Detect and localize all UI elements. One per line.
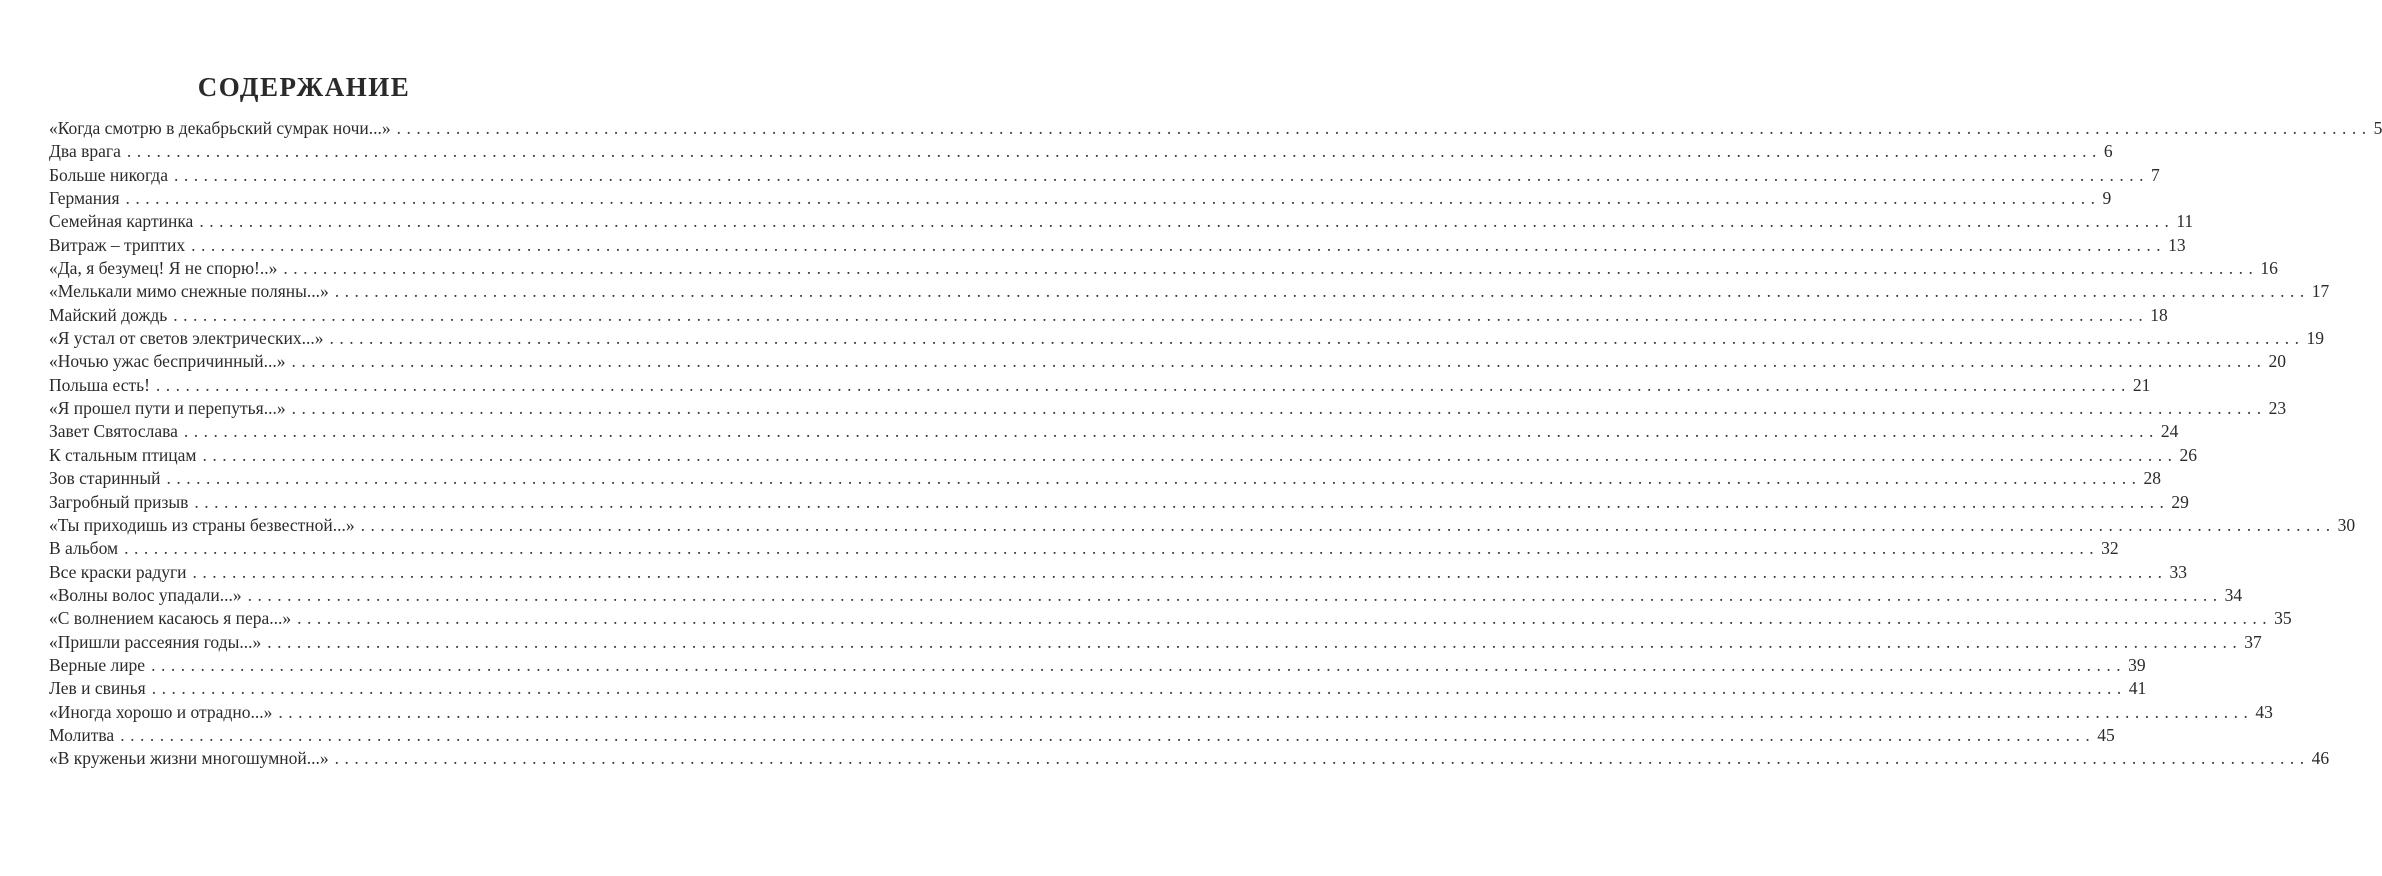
toc-entry [49,280,2330,303]
toc-entry [49,187,2112,210]
toc-page-number: 11 [2176,211,2194,232]
toc-dot-leader: ........................................................................................................................................................................................................ [155,374,2131,395]
toc-dot-leader: ........................................................................................................................................................................................................ [396,118,2372,138]
toc-page-number: 21 [2132,374,2151,395]
toc-entry-title: Польша есть! [49,374,150,395]
toc-page-number: 24 [2160,421,2179,442]
toc-entry [49,631,2262,654]
toc-dot-leader: ........................................................................................................................................................................................................ [297,608,2273,629]
toc-dot-leader: ........................................................................................................................................................................................................ [202,444,2178,465]
toc-page-number: 41 [2128,678,2147,699]
toc-dot-leader: ........................................................................................................................................................................................................ [291,351,2267,372]
toc-page-number: 29 [2171,491,2189,512]
toc-title: СОДЕРЖАНИЕ [197,72,411,102]
toc-entry [49,467,2162,490]
toc-entry [49,561,2188,584]
toc-entry-title: Все краски радуги [49,561,187,582]
toc-dot-leader: ........................................................................................................................................................................................................ [151,678,2127,699]
toc-page-number: 32 [2101,538,2119,559]
toc-page-number: 18 [2150,304,2168,325]
toc-dot-leader: ........................................................................................................................................................................................................ [278,701,2254,722]
toc-entry [49,304,2168,327]
toc-entry-title: К стальным птицам [49,444,197,465]
toc-entry-title: «Пришли рассеяния годы...» [49,631,262,652]
toc-dot-leader: ........................................................................................................................................................................................................ [173,164,2149,185]
toc-entry-title: Два врага [49,141,121,162]
toc-entry-title: «Мелькали мимо снежные поляны...» [49,281,329,302]
toc-entry-title: Верные лире [49,654,146,675]
toc-entry-title: «Когда смотрю в декабрьский сумрак ночи...» [49,118,391,138]
toc-entry-title: «С волнением касаюсь я пера...» [49,608,292,629]
toc-entry [49,584,2243,607]
toc-entry-title: Витраж – триптих [49,234,186,255]
toc-dot-leader: ........................................................................................................................................................................................................ [183,421,2159,442]
toc-page-number: 45 [2097,724,2115,745]
toc-dot-leader: ........................................................................................................................................................................................................ [124,538,2100,559]
toc-dot-leader: ........................................................................................................................................................................................................ [291,398,2267,419]
toc-entry [49,724,2115,747]
toc-dot-leader: ........................................................................................................................................................................................................ [126,141,2102,162]
toc-page-number: 7 [2150,164,2160,185]
toc-page-number: 34 [2224,584,2243,605]
toc-dot-leader: ........................................................................................................................................................................................................ [173,304,2149,325]
toc-page-number: 39 [2128,654,2146,675]
toc-dot-leader: ........................................................................................................................................................................................................ [329,328,2305,349]
toc-entry-title: «В круженьи жизни многошумной...» [49,748,329,769]
toc-dot-leader: ........................................................................................................................................................................................................ [194,491,2170,512]
toc-dot-leader: ........................................................................................................................................................................................................ [199,211,2175,232]
toc-page-number: 19 [2306,328,2324,349]
toc-page-number: 17 [2311,281,2330,302]
toc-entry-title: «Я прошел пути и перепутья...» [49,398,286,419]
toc-entry [49,397,2287,420]
toc-entry-title: Лев и свинья [49,678,146,699]
toc-entry-title: «Ты приходишь из страны безвестной...» [49,514,355,535]
toc-entry [49,117,2382,140]
toc-entry [49,701,2273,724]
toc-page-number: 13 [2168,234,2186,255]
toc-entry [49,444,2197,467]
toc-entry [49,140,2113,163]
toc-entry [49,327,2324,350]
toc-page-number: 6 [2103,141,2113,162]
toc-dot-leader: ........................................................................................................................................................................................................ [120,724,2096,745]
toc-entry [49,514,2356,537]
toc-entry-title: «Волны волос упадали...» [49,584,242,605]
toc-entry [49,537,2119,560]
toc-page-number: 35 [2274,608,2292,629]
toc-page-number: 20 [2268,351,2286,372]
toc-entry [49,374,2151,397]
toc-page-number: 28 [2143,468,2162,489]
toc-page-number: 33 [2169,561,2188,582]
toc-entry-title: Завет Святослава [49,421,178,442]
toc-list [49,117,2382,771]
toc-dot-leader: ........................................................................................................................................................................................................ [334,748,2310,769]
toc-page-number: 9 [2102,188,2112,209]
toc-page-number: 5 [2373,118,2382,138]
toc-entry-title: Германия [49,188,120,209]
toc-entry [49,747,2330,770]
toc-entry [49,420,2179,443]
toc-entry [49,607,2292,630]
toc-entry [49,257,2278,280]
toc-entry [49,677,2147,700]
toc-entry [49,654,2146,677]
toc-dot-leader: ........................................................................................................................................................................................................ [166,468,2142,489]
toc-entry-title: «Иногда хорошо и отрадно...» [49,701,273,722]
toc-page-number: 26 [2179,444,2197,465]
toc-page-number: 46 [2311,748,2330,769]
toc-entry-title: Семейная картинка [49,211,194,232]
toc-entry-title: Зов старинный [49,468,161,489]
toc-dot-leader: ........................................................................................................................................................................................................ [192,561,2168,582]
toc-dot-leader: ........................................................................................................................................................................................................ [360,514,2336,535]
toc-entry-title: Больше никогда [49,164,168,185]
toc-dot-leader: ........................................................................................................................................................................................................ [151,654,2127,675]
toc-dot-leader: ........................................................................................................................................................................................................ [283,258,2259,279]
toc-page-number: 16 [2260,258,2278,279]
toc-entry-title: В альбом [49,538,119,559]
toc-dot-leader: ........................................................................................................................................................................................................ [125,188,2101,209]
toc-entry [49,350,2286,373]
toc-entry-title: Молитва [49,724,115,745]
toc-entry-title: «Да, я безумец! Я не спорю!..» [49,258,278,279]
toc-entry-title: «Я устал от светов электрических...» [49,328,324,349]
toc-entry-title: Майский дождь [49,304,168,325]
toc-dot-leader: ........................................................................................................................................................................................................ [247,584,2223,605]
toc-entry-title: «Ночью ужас беспричинный...» [49,351,286,372]
toc-dot-leader: ........................................................................................................................................................................................................ [191,234,2167,255]
toc-entry [49,491,2189,514]
toc-page-number: 30 [2337,514,2356,535]
toc-page-number: 37 [2244,631,2262,652]
toc-dot-leader: ........................................................................................................................................................................................................ [334,281,2310,302]
toc-entry [49,210,2194,233]
toc-entry-title: Загробный призыв [49,491,189,512]
toc-page-number: 23 [2268,398,2287,419]
toc-entry [49,164,2160,187]
toc-entry [49,234,2186,257]
toc-dot-leader: ........................................................................................................................................................................................................ [267,631,2243,652]
toc-page-number: 43 [2255,701,2273,722]
